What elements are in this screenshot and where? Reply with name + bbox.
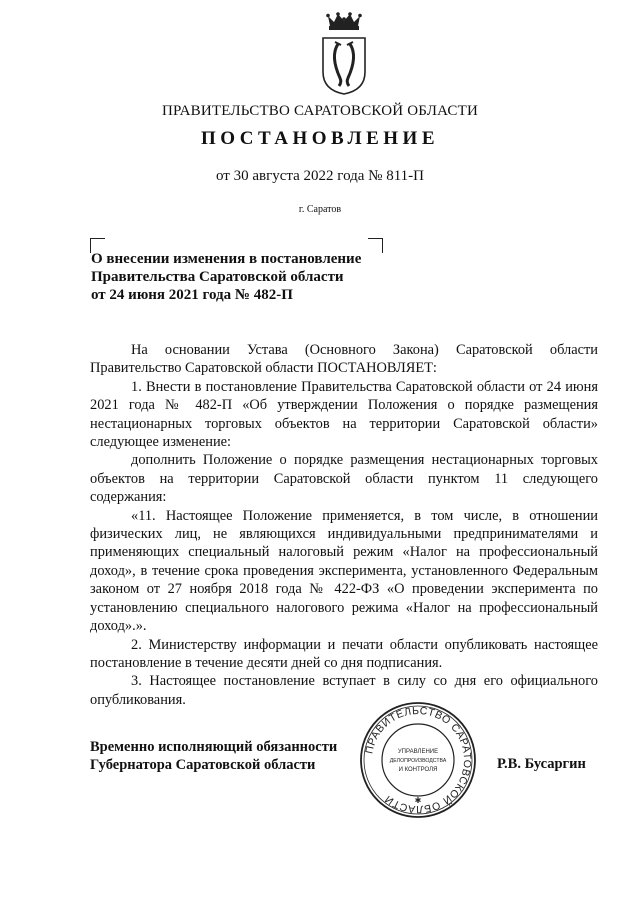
government-name: ПРАВИТЕЛЬСТВО САРАТОВСКОЙ ОБЛАСТИ <box>161 103 479 119</box>
subject-line: Правительства Саратовской области <box>91 269 344 285</box>
document-city: г. Саратов <box>298 204 342 215</box>
saratov-coat-of-arms-icon <box>318 12 370 96</box>
body-paragraph: 3. Настоящее постановление вступает в силу со дня его официального опубликования. <box>90 673 598 708</box>
subject-line: О внесении изменения в постановление <box>91 251 362 267</box>
body-paragraph: 2. Министерству информации и печати области опубликовать настоящее постановление в течение десяти дней со дня подписания. <box>90 636 598 671</box>
stamp-ring-text: ПРАВИТЕЛЬСТВО САРАТОВСКОЙ ОБЛАСТИ <box>363 704 474 816</box>
signatory-title-line: Временно исполняющий обязанности <box>90 739 338 755</box>
body-paragraph: «11. Настоящее Положение применяется, в том числе, в отношении физических лиц, не являющихся индивидуальными предпринимателями и применяющих специальный налоговый режим «Налог на профессиональный доход», в течение срока проведения эксперимента, установленного Федеральным законом от 27 ноября 2018 года № 422-ФЗ «О проведении эксперимента по установлению специального налогового режима «Налог на профессиональный доход».». <box>90 507 598 635</box>
body-paragraph: 1. Внести в постановление Правительства Саратовской области от 24 июня 2021 года № 482-П «Об утверждении Положения о порядке размещения нестационарных торговых объектов на территории Саратовской области» следующее изменение: <box>90 378 598 451</box>
document-body <box>90 341 598 709</box>
stamp-inner-line: И КОНТРОЛЯ <box>398 767 438 773</box>
signatory-title-line: Губернатора Саратовской области <box>90 757 316 773</box>
svg-text:✱: ✱ <box>414 796 422 805</box>
signatory-name: Р.В. Бусаргин <box>497 756 586 772</box>
document-subject <box>91 250 411 304</box>
subject-line: от 24 июня 2021 года № 482-П <box>91 287 293 303</box>
stamp-inner-line: ДЕЛОПРОИЗВОДСТВА <box>389 758 447 764</box>
body-paragraph: дополнить Положение о порядке размещения нестационарных торговых объектов на территории Саратовской области пунктом 11 следующего содержания: <box>90 452 598 506</box>
stamp-inner-line: УПРАВЛЕНИЕ <box>397 749 439 755</box>
document-type: ПОСТАНОВЛЕНИЕ <box>200 128 440 149</box>
body-paragraph: На основании Устава (Основного Закона) Саратовской области Правительство Саратовской области ПОСТАНОВЛЯЕТ: <box>90 342 598 377</box>
document-date-number: от 30 августа 2022 года № 811-П <box>215 168 425 184</box>
signatory-title <box>90 738 370 774</box>
official-round-stamp-icon <box>358 700 478 820</box>
